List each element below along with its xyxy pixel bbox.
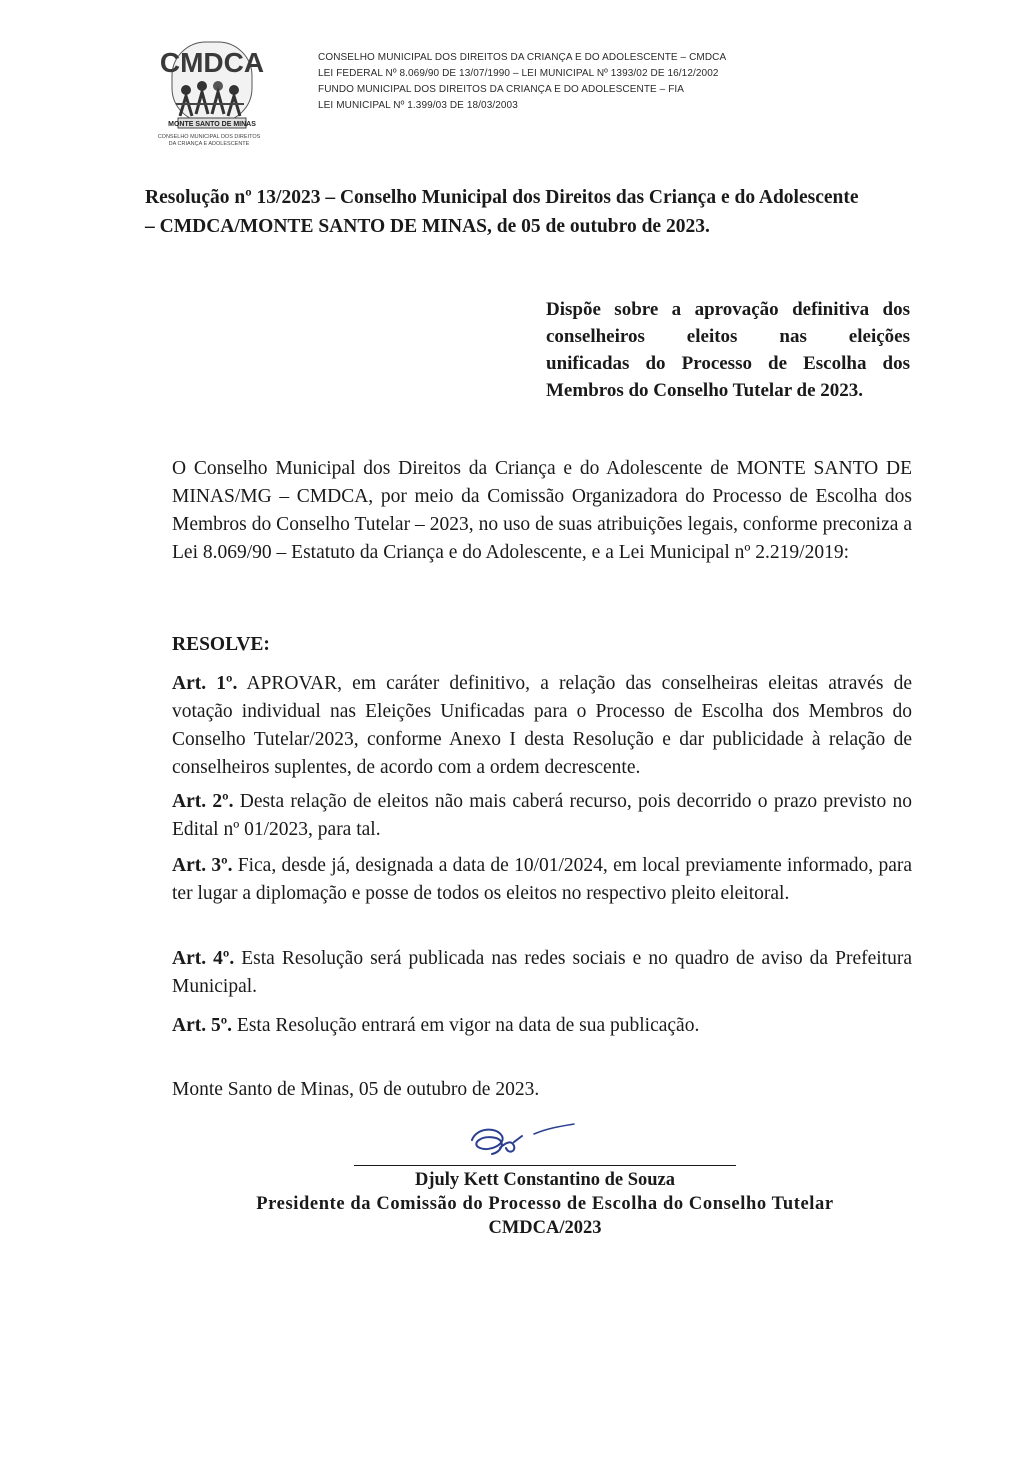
article-2-text: Desta relação de eleitos não mais caberá recurso, pois decorrido o prazo previsto no Edital nº 01/2023, para tal. bbox=[172, 791, 913, 840]
preamble-paragraph: O Conselho Municipal dos Direitos da Criança e do Adolescente de MONTE SANTO DE MINAS/MG – CMDCA, por meio da Comissão Organizadora do Processo de Escolha dos Membros do Conselho Tutelar – 2023, no uso de suas atribuições legais, conforme preconiza a Lei 8.069/90 – Estatuto da Criança e do Adolescente, e a Lei Municipal nº 2.219/2019: bbox=[172, 458, 912, 563]
article-5-label: Art. 5º. bbox=[172, 1015, 233, 1036]
title-line-2: – CMDCA/MONTE SANTO DE MINAS, de 05 de outubro de 2023. bbox=[145, 216, 710, 237]
header-line-1: CONSELHO MUNICIPAL DOS DIREITOS DA CRIANÇA E DO ADOLESCENTE – CMDCA bbox=[318, 52, 727, 63]
article-2 bbox=[172, 788, 912, 844]
ementa-line-4: Membros do Conselho Tutelar de 2023. bbox=[546, 380, 864, 401]
logo-caption-line-2: DA CRIANÇA E ADOLESCENTE bbox=[168, 141, 250, 147]
header-line-2: LEI FEDERAL Nº 8.069/90 DE 13/07/1990 – LEI MUNICIPAL Nº 1393/02 DE 16/12/2002 bbox=[318, 68, 719, 79]
ementa-line-2: conselheiros eleitos nas eleições bbox=[546, 326, 910, 347]
resolve-heading: RESOLVE: bbox=[172, 634, 270, 655]
logo-text: CMDCA bbox=[159, 47, 265, 78]
children-holding-hands-logo-icon bbox=[150, 38, 268, 150]
signer-org: CMDCA/2023 bbox=[488, 1218, 602, 1238]
article-3-label: Art. 3º. bbox=[172, 855, 233, 876]
article-1-text: APROVAR, em caráter definitivo, a relação das conselheiras eleitas através de votação individual nas Eleições Unificadas para o Processo de Escolha dos Membros do Conselho Tutelar/2023, conforme Anexo I desta Resolução e dar publicidade à relação de conselheiros suplentes, de acordo com a ordem decrescente. bbox=[172, 673, 912, 778]
article-4-label: Art. 4º. bbox=[172, 948, 235, 969]
org-header bbox=[318, 50, 726, 114]
signature-rule bbox=[354, 1165, 736, 1166]
article-2-label: Art. 2º. bbox=[172, 791, 234, 812]
ementa-line-3: unificadas do Processo de Escolha dos bbox=[546, 353, 910, 374]
resolution-title bbox=[145, 183, 925, 241]
signer-role: Presidente da Comissão do Processo de Escolha do Conselho Tutelar bbox=[256, 1194, 834, 1214]
article-1-label: Art. 1º. bbox=[172, 673, 238, 694]
article-1 bbox=[172, 670, 912, 782]
header-line-4: LEI MUNICIPAL Nº 1.399/03 DE 18/03/2003 bbox=[318, 100, 518, 111]
header-line-3: FUNDO MUNICIPAL DOS DIREITOS DA CRIANÇA E DO ADOLESCENTE – FIA bbox=[318, 84, 685, 95]
ementa bbox=[546, 296, 910, 404]
date-line: Monte Santo de Minas, 05 de outubro de 2023. bbox=[172, 1079, 540, 1100]
article-3-text: Fica, desde já, designada a data de 10/01/2024, em local previamente informado, para ter lugar a diplomação e posse de todos os eleitos no respectivo pleito eleitoral. bbox=[172, 855, 913, 904]
logo-banner: MONTE SANTO DE MINAS bbox=[168, 121, 256, 128]
title-line-1: Resolução nº 13/2023 – Conselho Municipal dos Direitos das Criança e do Adolescente bbox=[145, 187, 859, 208]
article-3 bbox=[172, 852, 912, 908]
article-4-text: Esta Resolução será publicada nas redes sociais e no quadro de aviso da Prefeitura Municipal. bbox=[172, 948, 912, 997]
article-5 bbox=[172, 1012, 912, 1040]
ementa-line-1: Dispõe sobre a aprovação definitiva dos bbox=[546, 299, 910, 320]
signer-name: Djuly Kett Constantino de Souza bbox=[414, 1170, 676, 1190]
logo-caption-line-1: CONSELHO MUNICIPAL DOS DIREITOS bbox=[157, 134, 261, 140]
handwritten-signature-icon bbox=[462, 1118, 582, 1168]
article-4 bbox=[172, 945, 912, 1001]
signer-block bbox=[200, 1168, 890, 1240]
article-5-text: Esta Resolução entrará em vigor na data de sua publicação. bbox=[236, 1015, 700, 1036]
cmdca-logo bbox=[150, 38, 268, 150]
